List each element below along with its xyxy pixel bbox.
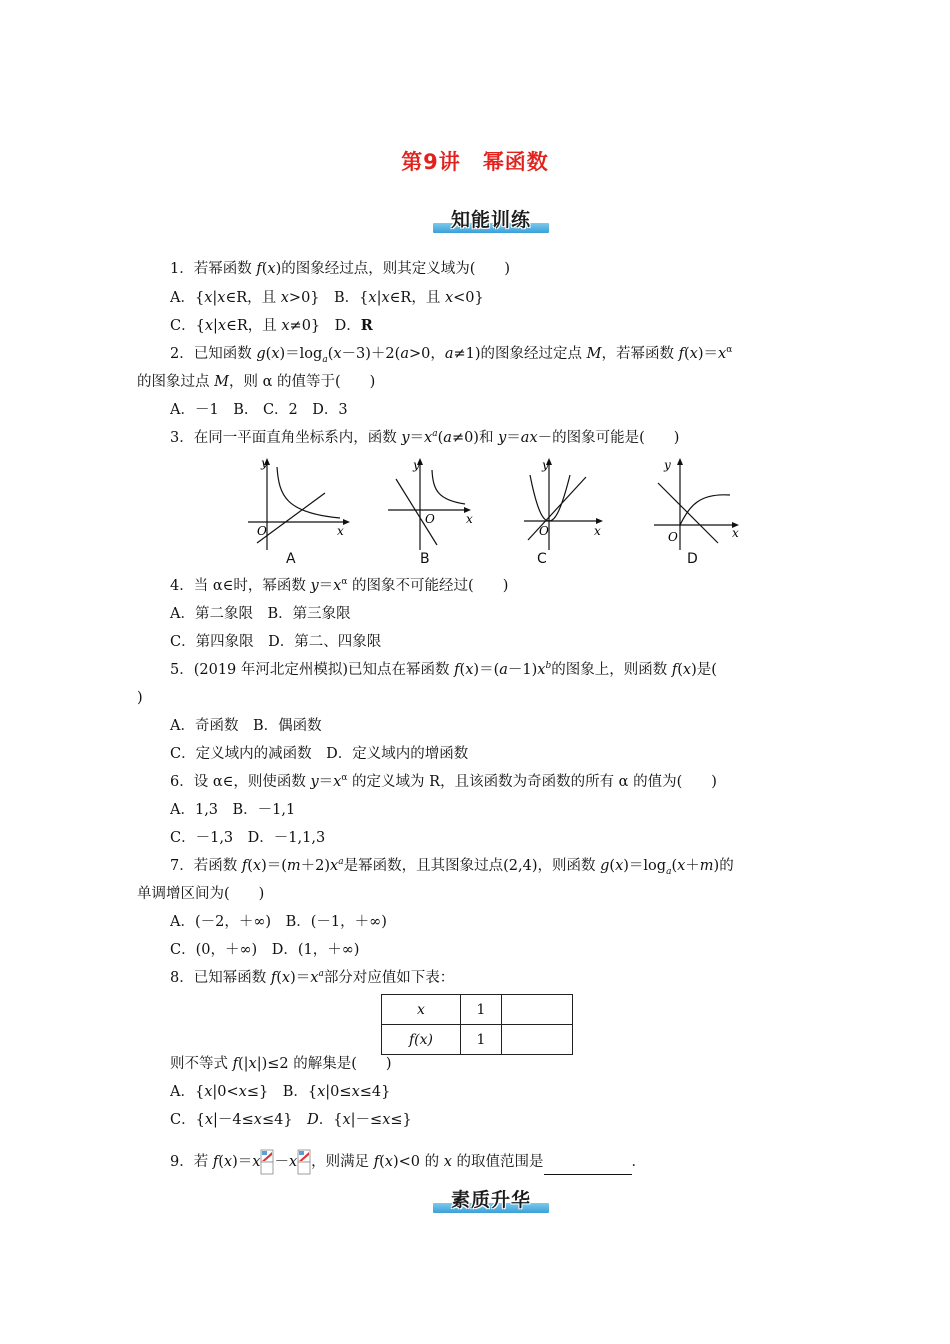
svg-text:x: x <box>466 512 473 526</box>
svg-text:O: O <box>425 512 435 526</box>
question-1: 1．若幂函数 f(x)的图象经过点，则其定义域为( ) <box>170 261 511 277</box>
question-2: 2．已知函数 $g(x)=\log_a(x-3)+2(a>0$，a≠1)的图象经过定点 M，若幂函数 $f(x)=x^\alpha$ <box>170 345 733 365</box>
section-banner-advance: 素质升华 <box>433 1185 549 1215</box>
q6-options-ab: A．1,3 B．－1,1 <box>170 802 296 818</box>
question-4: 4．当 α∈时，幂函数 $y=x^\alpha$ 的图象不可能经过( ) <box>170 577 509 594</box>
q7-options-cd: C．(0，＋∞) D．(1，＋∞) <box>170 942 360 958</box>
q2-options: A．－1 B. C．2 D．3 <box>170 402 348 418</box>
svg-text:y: y <box>413 458 420 472</box>
page-title: 第9讲 幂函数 <box>401 150 549 174</box>
q7-options-ab: A．(－2，＋∞) B．(－1，＋∞) <box>170 914 387 930</box>
graph-label-b: B <box>420 551 430 567</box>
q8-options-ab: A．{x|0<x≤} B．{x|0≤x≤4} <box>170 1084 391 1100</box>
section-banner-training: 知能训练 <box>433 205 549 235</box>
table-row: f(x) 1 <box>382 1025 573 1055</box>
question-8: 8．已知幂函数 $f(x)=x^a$部分对应值如下表： <box>170 969 455 986</box>
svg-text:O: O <box>668 530 678 544</box>
q4-options-cd: C．第四象限 D．第二、四象限 <box>170 634 382 650</box>
q1-options-ab: A．{x|x∈R，且 x>0} B．{x|x∈R，且 x<0} <box>170 290 484 306</box>
graph-label-c: C <box>537 551 547 567</box>
graph-label-a: A <box>286 551 296 567</box>
question-9: 9．若 f(x)＝x －x ，则满足 f(x)<0 的 x 的取值范围是 ． <box>170 1149 646 1175</box>
svg-text:O: O <box>539 524 549 538</box>
q1-options-cd: C．{x|x∈R，且 x≠0} D．R <box>170 317 373 334</box>
question-6: 6．设 α∈，则使函数 $y=x^\alpha$ 的定义域为 R，且该函数为奇函数的所有 α 的值为( ) <box>170 773 717 790</box>
image-placeholder-icon <box>297 1149 311 1175</box>
question-5: 5．(2019 年河北定州模拟)已知点在幂函数 $f(x)=(a-1)x^b$的图象上，则函数 f(x)是( <box>170 661 717 678</box>
svg-text:x: x <box>594 524 601 538</box>
q8-options-cd: C．{x|－4≤x≤4} D．{x|－≤x≤} <box>170 1112 412 1128</box>
svg-text:y: y <box>664 458 671 472</box>
y-axis-label: y <box>261 456 268 470</box>
q5-options-ab: A．奇函数 B．偶函数 <box>170 718 322 734</box>
graph-c <box>520 455 610 555</box>
q5-options-cd: C．定义域内的减函数 D．定义域内的增函数 <box>170 746 469 762</box>
question-2-cont: 的图象过点 M，则 α 的值等于( ) <box>137 374 376 390</box>
value-table <box>381 994 573 1055</box>
question-3: 3．在同一平面直角坐标系内，函数 $y=x^a(a\ne 0)$和 y＝ax－的图象可能是( ) <box>170 429 680 446</box>
origin-label: O <box>257 524 267 538</box>
q4-options-ab: A．第二象限 B．第三象限 <box>170 606 351 622</box>
x-axis-label: x <box>337 524 344 538</box>
graph-b <box>380 455 480 555</box>
table-row: x 1 <box>382 995 573 1025</box>
question-7: 7．若函数 $f(x)=(m+2)x^a$是幂函数，且其图象过点(2,4)，则函数 $g(x)=\log_a(x+m)$的 <box>170 857 734 877</box>
svg-text:y: y <box>542 458 549 472</box>
question-7-cont: 单调增区间为( ) <box>137 886 265 902</box>
question-8-cont: 则不等式 f(|x|)≤2 的解集是( ) <box>170 1056 392 1072</box>
image-placeholder-icon <box>260 1149 274 1175</box>
graph-label-d: D <box>687 551 698 567</box>
svg-text:x: x <box>732 526 739 540</box>
question-5-cont: ) <box>137 690 143 706</box>
graph-d <box>650 455 750 555</box>
graph-a <box>245 455 355 555</box>
answer-blank[interactable] <box>544 1160 632 1175</box>
q6-options-cd: C．－1,3 D．－1,1,3 <box>170 830 326 846</box>
